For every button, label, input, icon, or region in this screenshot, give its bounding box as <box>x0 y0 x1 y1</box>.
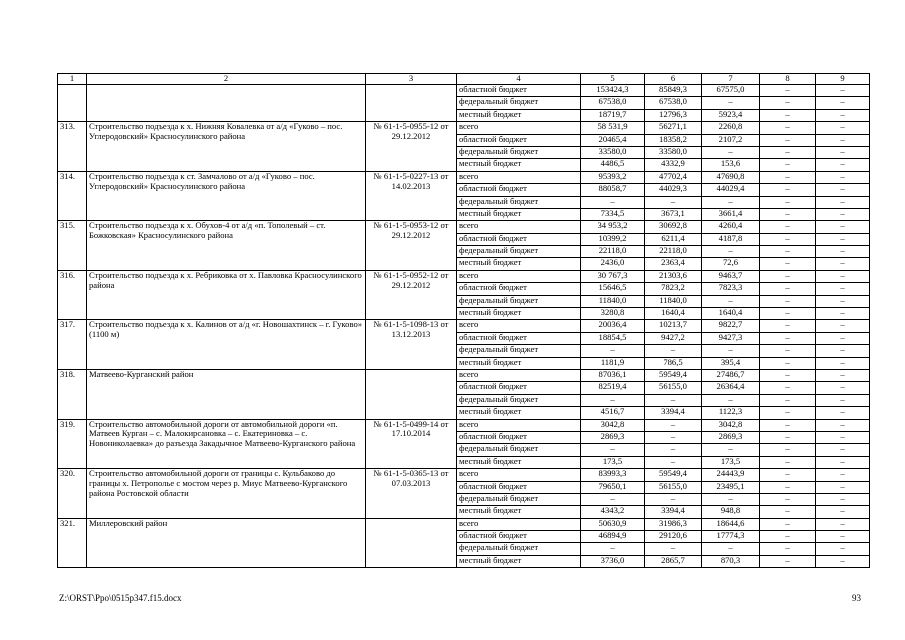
year-value-2: 47690,8 <box>702 171 760 183</box>
year-value-1: – <box>645 345 702 357</box>
table-row <box>58 221 870 233</box>
funding-source: федеральный бюджет <box>457 444 581 456</box>
object-name: Строительство автомобильной дороги от автомобильной дороги «п. Матвеев Курган – с. Малокирсановка – с. Екатериновка – с. Новониколаевка» до разъезда Закадычное Матвеево-Курганского района <box>87 419 366 469</box>
total-value: – <box>581 444 645 456</box>
year-value-1: 59549,4 <box>645 469 702 481</box>
funding-source: федеральный бюджет <box>457 394 581 406</box>
funding-source: областной бюджет <box>457 283 581 295</box>
year-value-4: – <box>816 320 870 332</box>
table-row <box>58 320 870 332</box>
item-number <box>58 85 87 122</box>
item-number: 313. <box>58 122 87 172</box>
year-value-3: – <box>760 208 816 220</box>
year-value-1: 786,5 <box>645 357 702 369</box>
year-value-1: 18358,2 <box>645 134 702 146</box>
col-num-1: 1 <box>58 74 87 85</box>
year-value-2: – <box>702 394 760 406</box>
year-value-4: – <box>816 295 870 307</box>
year-value-4: – <box>816 270 870 282</box>
year-value-1: 47702,4 <box>645 171 702 183</box>
table-row <box>58 171 870 183</box>
funding-source: всего <box>457 419 581 431</box>
year-value-4: – <box>816 109 870 121</box>
total-value: 82519,4 <box>581 382 645 394</box>
year-value-4: – <box>816 221 870 233</box>
year-value-4: – <box>816 308 870 320</box>
year-value-3: – <box>760 320 816 332</box>
expertise-number: № 61-1-5-0955-12 от 29.12.2012 <box>366 122 457 172</box>
object-name: Строительство автомобильной дороги от границы с. Кульбаково до границы х. Петрополье с мостом через р. Миус Матвеево-Курганского района Ростовской области <box>87 469 366 519</box>
total-value: 50630,9 <box>581 518 645 530</box>
year-value-3: – <box>760 369 816 381</box>
year-value-4: – <box>816 122 870 134</box>
year-value-1: 59549,4 <box>645 369 702 381</box>
year-value-4: – <box>816 196 870 208</box>
funding-source: всего <box>457 221 581 233</box>
funding-source: областной бюджет <box>457 531 581 543</box>
funding-source: федеральный бюджет <box>457 146 581 158</box>
year-value-4: – <box>816 518 870 530</box>
total-value: 83993,3 <box>581 469 645 481</box>
year-value-3: – <box>760 456 816 468</box>
year-value-3: – <box>760 109 816 121</box>
year-value-3: – <box>760 159 816 171</box>
total-value: 30 767,3 <box>581 270 645 282</box>
total-value: 34 953,2 <box>581 221 645 233</box>
total-value: 3042,8 <box>581 419 645 431</box>
expertise-number: № 61-1-5-1098-13 от 13.12.2013 <box>366 320 457 370</box>
year-value-2: 173,5 <box>702 456 760 468</box>
year-value-1: 56155,0 <box>645 382 702 394</box>
year-value-2: 9822,7 <box>702 320 760 332</box>
funding-source: всего <box>457 369 581 381</box>
year-value-3: – <box>760 543 816 555</box>
year-value-3: – <box>760 122 816 134</box>
col-num-4: 4 <box>457 74 581 85</box>
funding-source: всего <box>457 270 581 282</box>
total-value: 4516,7 <box>581 407 645 419</box>
year-value-2: – <box>702 97 760 109</box>
year-value-3: – <box>760 146 816 158</box>
year-value-1: 3394,4 <box>645 506 702 518</box>
funding-source: местный бюджет <box>457 308 581 320</box>
year-value-2: 4260,4 <box>702 221 760 233</box>
object-name: Строительство подъезда к х. Калинов от а/д «г. Новошахтинск – г. Гуково» (1100 м) <box>87 320 366 370</box>
funding-source: федеральный бюджет <box>457 493 581 505</box>
year-value-3: – <box>760 531 816 543</box>
year-value-1: 2363,4 <box>645 258 702 270</box>
year-value-2: 9427,3 <box>702 332 760 344</box>
total-value: 46894,9 <box>581 531 645 543</box>
total-value: 153424,3 <box>581 85 645 97</box>
year-value-2: 26364,4 <box>702 382 760 394</box>
year-value-3: – <box>760 345 816 357</box>
table-row <box>58 122 870 134</box>
year-value-2: 5923,4 <box>702 109 760 121</box>
col-num-9: 9 <box>816 74 870 85</box>
year-value-1: 56271,1 <box>645 122 702 134</box>
funding-source: областной бюджет <box>457 481 581 493</box>
total-value: – <box>581 543 645 555</box>
funding-source: местный бюджет <box>457 258 581 270</box>
year-value-4: – <box>816 146 870 158</box>
budget-table <box>57 73 870 568</box>
year-value-4: – <box>816 469 870 481</box>
total-value: 3736,0 <box>581 555 645 567</box>
column-number-row <box>58 74 870 85</box>
total-value: – <box>581 493 645 505</box>
year-value-3: – <box>760 246 816 258</box>
total-value: 79650,1 <box>581 481 645 493</box>
year-value-4: – <box>816 531 870 543</box>
year-value-2: – <box>702 444 760 456</box>
total-value: 11840,0 <box>581 295 645 307</box>
funding-source: областной бюджет <box>457 332 581 344</box>
year-value-1: 21303,6 <box>645 270 702 282</box>
year-value-1: 29120,6 <box>645 531 702 543</box>
item-number: 316. <box>58 270 87 320</box>
year-value-4: – <box>816 233 870 245</box>
year-value-2: 870,3 <box>702 555 760 567</box>
year-value-1: 3394,4 <box>645 407 702 419</box>
year-value-1: 11840,0 <box>645 295 702 307</box>
funding-source: федеральный бюджет <box>457 543 581 555</box>
year-value-4: – <box>816 258 870 270</box>
item-number: 314. <box>58 171 87 221</box>
year-value-4: – <box>816 369 870 381</box>
year-value-3: – <box>760 332 816 344</box>
total-value: 33580,0 <box>581 146 645 158</box>
col-num-7: 7 <box>702 74 760 85</box>
year-value-2: – <box>702 543 760 555</box>
year-value-4: – <box>816 332 870 344</box>
year-value-1: 6211,4 <box>645 233 702 245</box>
year-value-4: – <box>816 493 870 505</box>
total-value: 173,5 <box>581 456 645 468</box>
funding-source: федеральный бюджет <box>457 196 581 208</box>
year-value-4: – <box>816 444 870 456</box>
funding-source: областной бюджет <box>457 382 581 394</box>
total-value: 18719,7 <box>581 109 645 121</box>
object-name: Строительство подъезда к ст. Замчалово от а/д «Гуково – пос. Углеродовский» Красносулинского района <box>87 171 366 221</box>
year-value-4: – <box>816 506 870 518</box>
year-value-2: 67575,0 <box>702 85 760 97</box>
year-value-2: 24443,9 <box>702 469 760 481</box>
year-value-2: 2869,3 <box>702 431 760 443</box>
year-value-3: – <box>760 233 816 245</box>
year-value-1: – <box>645 419 702 431</box>
year-value-2: 7823,3 <box>702 283 760 295</box>
object-name: Строительство подъезда к х. Обухов-4 от а/д «п. Тополевый – ст. Божковская» Красносулинского района <box>87 221 366 271</box>
funding-source: федеральный бюджет <box>457 246 581 258</box>
total-value: – <box>581 345 645 357</box>
table-row <box>58 270 870 282</box>
year-value-1: – <box>645 431 702 443</box>
year-value-3: – <box>760 518 816 530</box>
funding-source: областной бюджет <box>457 184 581 196</box>
total-value: 22118,0 <box>581 246 645 258</box>
year-value-3: – <box>760 308 816 320</box>
year-value-3: – <box>760 134 816 146</box>
item-number: 317. <box>58 320 87 370</box>
funding-source: федеральный бюджет <box>457 295 581 307</box>
total-value: 2436,0 <box>581 258 645 270</box>
year-value-2: 948,8 <box>702 506 760 518</box>
year-value-3: – <box>760 171 816 183</box>
year-value-3: – <box>760 85 816 97</box>
year-value-2: – <box>702 146 760 158</box>
year-value-3: – <box>760 382 816 394</box>
year-value-3: – <box>760 184 816 196</box>
total-value: 4343,2 <box>581 506 645 518</box>
funding-source: местный бюджет <box>457 407 581 419</box>
year-value-1: 3673,1 <box>645 208 702 220</box>
year-value-2: – <box>702 246 760 258</box>
total-value: 88058,7 <box>581 184 645 196</box>
total-value: 18854,5 <box>581 332 645 344</box>
table-row <box>58 419 870 431</box>
year-value-3: – <box>760 431 816 443</box>
year-value-2: 3042,8 <box>702 419 760 431</box>
object-name: Матвеево-Курганский район <box>87 369 366 419</box>
year-value-4: – <box>816 394 870 406</box>
year-value-4: – <box>816 431 870 443</box>
year-value-4: – <box>816 357 870 369</box>
year-value-1: – <box>645 493 702 505</box>
total-value: 58 531,9 <box>581 122 645 134</box>
page-number: 93 <box>852 593 861 603</box>
total-value: 20036,4 <box>581 320 645 332</box>
year-value-2: 3661,4 <box>702 208 760 220</box>
expertise-number <box>366 85 457 122</box>
year-value-2: 2260,8 <box>702 122 760 134</box>
item-number: 319. <box>58 419 87 469</box>
year-value-4: – <box>816 97 870 109</box>
table-row <box>58 469 870 481</box>
total-value: 10399,2 <box>581 233 645 245</box>
year-value-2: 9463,7 <box>702 270 760 282</box>
funding-source: местный бюджет <box>457 357 581 369</box>
year-value-4: – <box>816 85 870 97</box>
expertise-number: № 61-1-5-0365-13 от 07.03.2013 <box>366 469 457 519</box>
total-value: 2869,3 <box>581 431 645 443</box>
year-value-4: – <box>816 419 870 431</box>
year-value-1: 85849,3 <box>645 85 702 97</box>
year-value-1: – <box>645 196 702 208</box>
year-value-1: 33580,0 <box>645 146 702 158</box>
year-value-3: – <box>760 221 816 233</box>
year-value-2: 17774,3 <box>702 531 760 543</box>
expertise-number: № 61-1-5-0952-12 от 29.12.2012 <box>366 270 457 320</box>
year-value-1: 9427,2 <box>645 332 702 344</box>
funding-source: местный бюджет <box>457 555 581 567</box>
total-value: – <box>581 196 645 208</box>
year-value-4: – <box>816 345 870 357</box>
year-value-1: 10213,7 <box>645 320 702 332</box>
year-value-2: 395,4 <box>702 357 760 369</box>
year-value-1: 4332,9 <box>645 159 702 171</box>
year-value-3: – <box>760 419 816 431</box>
expertise-number <box>366 518 457 568</box>
year-value-4: – <box>816 134 870 146</box>
item-number: 318. <box>58 369 87 419</box>
total-value: 20465,4 <box>581 134 645 146</box>
funding-source: областной бюджет <box>457 233 581 245</box>
year-value-1: 12796,3 <box>645 109 702 121</box>
year-value-2: – <box>702 295 760 307</box>
year-value-2: 4187,8 <box>702 233 760 245</box>
year-value-1: 56155,0 <box>645 481 702 493</box>
funding-source: областной бюджет <box>457 85 581 97</box>
year-value-4: – <box>816 184 870 196</box>
funding-source: местный бюджет <box>457 506 581 518</box>
year-value-2: 23495,1 <box>702 481 760 493</box>
funding-source: местный бюджет <box>457 109 581 121</box>
total-value: 1181,9 <box>581 357 645 369</box>
year-value-2: 72,6 <box>702 258 760 270</box>
year-value-2: 44029,4 <box>702 184 760 196</box>
expertise-number: № 61-1-5-0499-14 от 17.10.2014 <box>366 419 457 469</box>
year-value-3: – <box>760 295 816 307</box>
year-value-3: – <box>760 258 816 270</box>
col-num-2: 2 <box>87 74 366 85</box>
funding-source: всего <box>457 171 581 183</box>
year-value-3: – <box>760 270 816 282</box>
year-value-4: – <box>816 481 870 493</box>
total-value: 67538,0 <box>581 97 645 109</box>
year-value-1: 7823,2 <box>645 283 702 295</box>
col-num-6: 6 <box>645 74 702 85</box>
funding-source: федеральный бюджет <box>457 97 581 109</box>
year-value-1: 22118,0 <box>645 246 702 258</box>
year-value-3: – <box>760 394 816 406</box>
total-value: 7334,5 <box>581 208 645 220</box>
funding-source: местный бюджет <box>457 208 581 220</box>
total-value: 95393,2 <box>581 171 645 183</box>
year-value-1: 44029,3 <box>645 184 702 196</box>
year-value-2: 18644,6 <box>702 518 760 530</box>
year-value-3: – <box>760 444 816 456</box>
year-value-2: 27486,7 <box>702 369 760 381</box>
year-value-4: – <box>816 456 870 468</box>
item-number: 315. <box>58 221 87 271</box>
object-name: Строительство подъезда к х. Нижняя Ковалевка от а/д «Гуково – пос. Углеродовский» Красносулинского района <box>87 122 366 172</box>
funding-source: всего <box>457 122 581 134</box>
year-value-4: – <box>816 407 870 419</box>
year-value-1: – <box>645 394 702 406</box>
funding-source: местный бюджет <box>457 159 581 171</box>
year-value-2: 1640,4 <box>702 308 760 320</box>
year-value-3: – <box>760 407 816 419</box>
year-value-2: 2107,2 <box>702 134 760 146</box>
year-value-4: – <box>816 283 870 295</box>
funding-source: федеральный бюджет <box>457 345 581 357</box>
total-value: – <box>581 394 645 406</box>
year-value-3: – <box>760 493 816 505</box>
year-value-2: – <box>702 493 760 505</box>
year-value-3: – <box>760 469 816 481</box>
year-value-1: – <box>645 543 702 555</box>
year-value-1: 30692,8 <box>645 221 702 233</box>
year-value-3: – <box>760 357 816 369</box>
table-row <box>58 85 870 97</box>
funding-source: областной бюджет <box>457 134 581 146</box>
funding-source: всего <box>457 320 581 332</box>
expertise-number: № 61-1-5-0227-13 от 14.02.2013 <box>366 171 457 221</box>
year-value-2: 153,6 <box>702 159 760 171</box>
year-value-4: – <box>816 159 870 171</box>
total-value: 87036,1 <box>581 369 645 381</box>
year-value-4: – <box>816 555 870 567</box>
item-number: 321. <box>58 518 87 568</box>
funding-source: областной бюджет <box>457 431 581 443</box>
year-value-1: 31986,3 <box>645 518 702 530</box>
col-num-3: 3 <box>366 74 457 85</box>
table-row <box>58 518 870 530</box>
year-value-1: 2865,7 <box>645 555 702 567</box>
file-path: Z:\ORST\Ppo\0515p347.f15.docx <box>59 593 182 603</box>
object-name: Строительство подъезда к х. Ребриковка от х. Павловка Красносулинского района <box>87 270 366 320</box>
funding-source: всего <box>457 469 581 481</box>
year-value-3: – <box>760 506 816 518</box>
object-name: Миллеровский район <box>87 518 366 568</box>
year-value-1: – <box>645 456 702 468</box>
year-value-4: – <box>816 543 870 555</box>
year-value-2: – <box>702 196 760 208</box>
year-value-3: – <box>760 481 816 493</box>
item-number: 320. <box>58 469 87 519</box>
total-value: 3280,8 <box>581 308 645 320</box>
object-name <box>87 85 366 122</box>
expertise-number: № 61-1-5-0953-12 от 29.12.2012 <box>366 221 457 271</box>
expertise-number <box>366 369 457 419</box>
total-value: 15646,5 <box>581 283 645 295</box>
year-value-4: – <box>816 246 870 258</box>
total-value: 4486,5 <box>581 159 645 171</box>
year-value-1: – <box>645 444 702 456</box>
year-value-3: – <box>760 97 816 109</box>
col-num-8: 8 <box>760 74 816 85</box>
year-value-4: – <box>816 171 870 183</box>
year-value-3: – <box>760 196 816 208</box>
year-value-4: – <box>816 382 870 394</box>
year-value-1: 1640,4 <box>645 308 702 320</box>
funding-source: всего <box>457 518 581 530</box>
year-value-2: 1122,3 <box>702 407 760 419</box>
year-value-2: – <box>702 345 760 357</box>
year-value-3: – <box>760 555 816 567</box>
col-num-5: 5 <box>581 74 645 85</box>
year-value-1: 67538,0 <box>645 97 702 109</box>
year-value-4: – <box>816 208 870 220</box>
table-row <box>58 369 870 381</box>
year-value-3: – <box>760 283 816 295</box>
funding-source: местный бюджет <box>457 456 581 468</box>
